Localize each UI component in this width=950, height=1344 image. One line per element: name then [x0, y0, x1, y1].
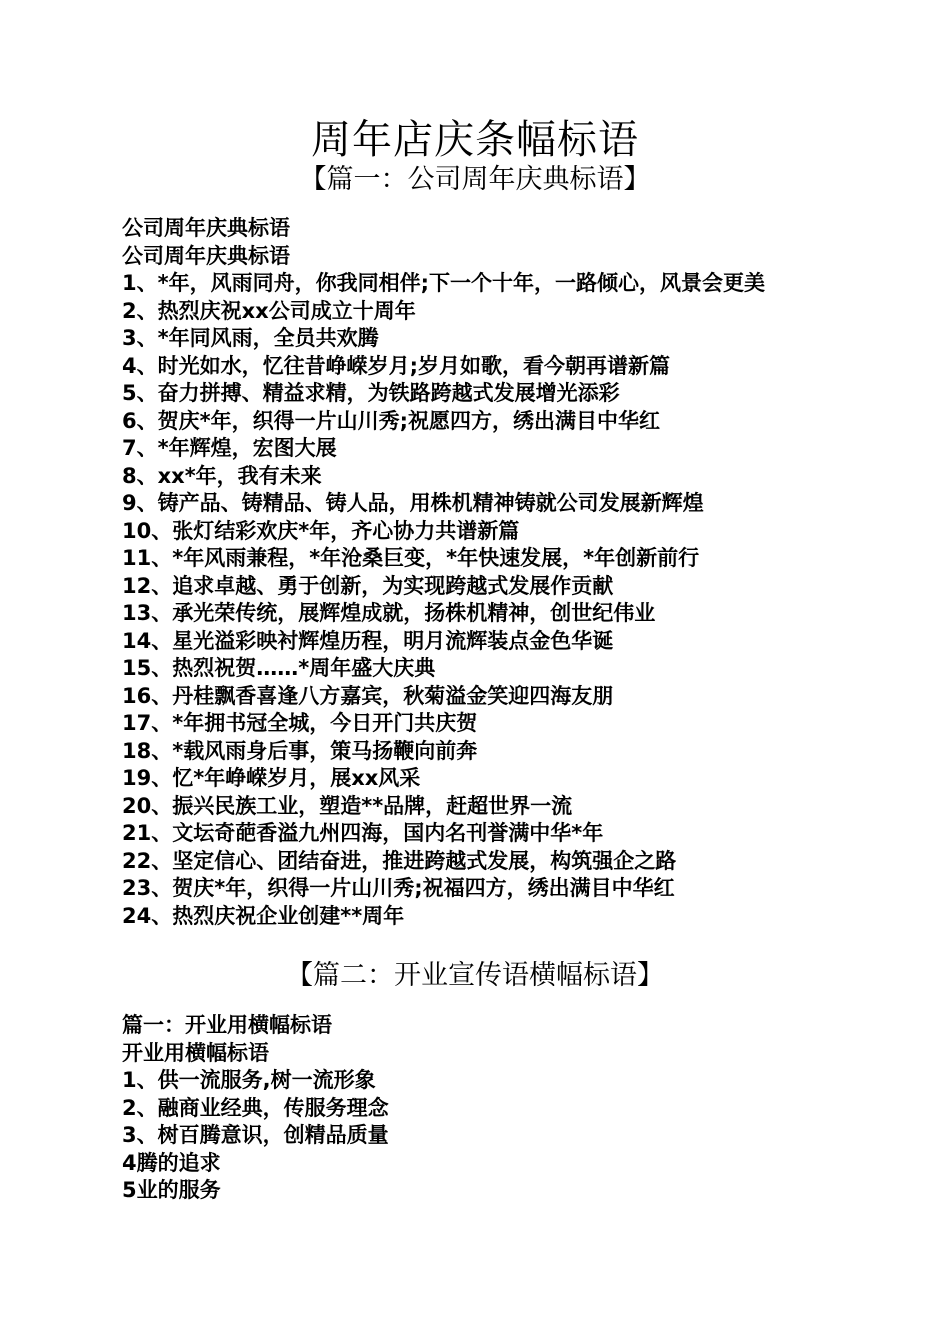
list-item: 5、奋力拼搏、精益求精，为铁路跨越式发展增光添彩 [122, 381, 620, 405]
list-item: 2、热烈庆祝xx公司成立十周年 [122, 298, 416, 323]
list-item: 2、融商业经典，传服务理念 [122, 1095, 389, 1120]
list-item: 20、振兴民族工业，塑造**品牌，赶超世界一流 [122, 793, 573, 818]
section-2-list [0, 1012, 950, 1205]
list-item: 19、忆*年峥嵘岁月，展xx风采 [122, 766, 421, 790]
list-item: 3、树百腾意识，创精品质量 [122, 1123, 389, 1147]
list-item: 15、热烈祝贺……*周年盛大庆典 [122, 656, 436, 680]
list-item: 18、*载风雨身后事，策马扬鞭向前奔 [122, 738, 478, 763]
subheading: 篇一：开业用横幅标语 [122, 1013, 332, 1037]
section-heading-1: 【篇一：公司周年庆典标语】 [299, 164, 651, 195]
list-item: 10、张灯结彩欢庆*年，齐心协力共谱新篇 [122, 518, 520, 543]
subheading: 开业用横幅标语 [122, 1040, 269, 1065]
list-item: 5业的服务 [122, 1178, 221, 1202]
list-item: 4、时光如水，忆往昔峥嵘岁月;岁月如歌，看今朝再谱新篇 [122, 353, 671, 378]
list-item: 13、承光荣传统，展辉煌成就，扬株机精神，创世纪伟业 [122, 601, 656, 625]
section-1-list [0, 215, 950, 930]
list-item: 3、*年同风雨，全员共欢腾 [122, 326, 379, 350]
list-item: 16、丹桂飘香喜逢八方嘉宾，秋菊溢金笑迎四海友朋 [122, 683, 614, 708]
list-item: 1、供一流服务,树一流形象 [122, 1068, 376, 1092]
document-title: 周年店庆条幅标语 [311, 117, 639, 163]
list-item: 22、坚定信心、团结奋进，推进跨越式发展，构筑强企之路 [122, 848, 677, 873]
list-item: 24、热烈庆祝企业创建**周年 [122, 903, 405, 928]
list-item: 6、贺庆*年，织得一片山川秀;祝愿四方，绣出满目中华红 [122, 408, 660, 433]
list-item: 21、文坛奇葩香溢九州四海，国内名刊誉满中华*年 [122, 821, 604, 845]
list-item: 1、*年，风雨同舟，你我同相伴;下一个十年，一路倾心，风景会更美 [122, 271, 765, 295]
subheading: 公司周年庆典标语 [122, 243, 290, 268]
list-item: 23、贺庆*年，织得一片山川秀;祝福四方，绣出满目中华红 [122, 876, 675, 900]
list-item: 14、星光溢彩映衬辉煌历程，明月流辉装点金色华诞 [122, 628, 614, 653]
list-item: 9、铸产品、铸精品、铸人品，用株机精神铸就公司发展新辉煌 [122, 491, 704, 515]
list-item: 11、*年风雨兼程，*年沧桑巨变，*年快速发展，*年创新前行 [122, 546, 700, 570]
section-heading-2: 【篇二：开业宣传语横幅标语】 [286, 960, 664, 991]
list-item: 4腾的追求 [122, 1150, 221, 1175]
list-item: 7、*年辉煌，宏图大展 [122, 436, 337, 460]
subheading: 公司周年庆典标语 [122, 216, 290, 240]
list-item: 12、追求卓越、勇于创新，为实现跨越式发展作贡献 [122, 573, 614, 598]
list-item: 17、*年拥书冠全城，今日开门共庆贺 [122, 711, 478, 735]
list-item: 8、xx*年，我有未来 [122, 463, 322, 488]
